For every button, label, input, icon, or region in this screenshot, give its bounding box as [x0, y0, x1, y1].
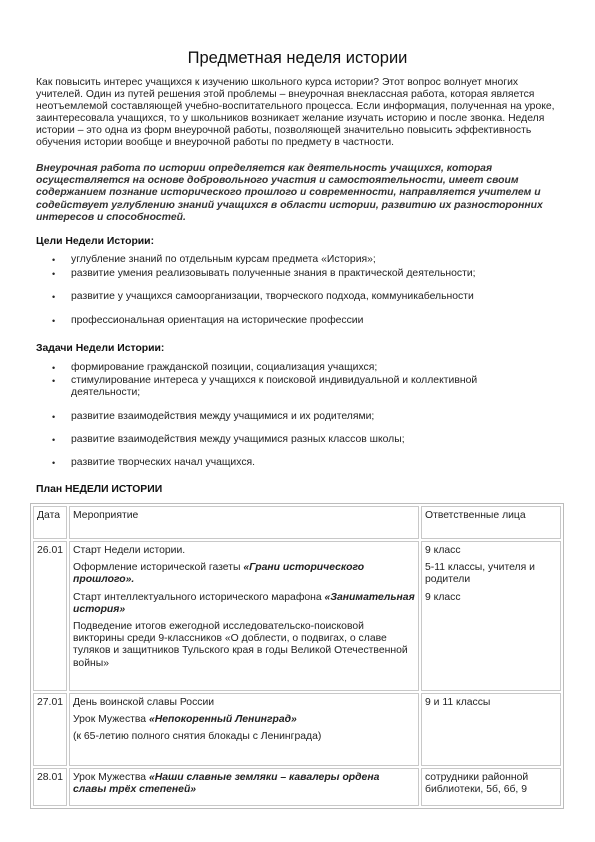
- task-item: • стимулирование интереса у учащихся к поисковой индивидуальной и коллективной деятельности;: [52, 375, 478, 399]
- row-responsible: [421, 541, 561, 691]
- row-events: [69, 693, 419, 766]
- row-events: [69, 768, 419, 806]
- table-row: [33, 693, 561, 766]
- row-responsible: [421, 693, 561, 766]
- bullet-icon: •: [52, 363, 56, 373]
- lead-paragraph: Внеурочная работа по истории определяется как деятельность учащихся, которая осуществляется на основе добровольного участия и самостоятельности, имеет своим содержанием познание исторического прошлого и современности, направляется учителем и содействует углублению знаний учащихся в области истории, развитию их разносторонних интересов и способностей.: [36, 163, 543, 223]
- header-date: Дата: [33, 506, 67, 539]
- goal-item: • углубление знаний по отдельным курсам предмета «История»;: [52, 254, 376, 265]
- row-date: 27.01: [33, 693, 67, 766]
- table-row: [33, 768, 561, 806]
- responsible-text: 9 класс: [425, 545, 461, 556]
- responsible-text: 9 класс: [425, 591, 461, 603]
- tasks-heading: Задачи Недели Истории:: [36, 343, 165, 354]
- task-item: • формирование гражданской позиции, социализация учащихся;: [52, 362, 378, 373]
- responsible-text: 5-11 классы, учителя и родители: [425, 562, 535, 586]
- event-text: Старт Недели истории.: [73, 545, 186, 556]
- bullet-icon: •: [52, 316, 56, 326]
- task-item: • развитие взаимодействия между учащимися и их родителями;: [52, 411, 375, 422]
- page-title: Предметная неделя истории: [187, 49, 408, 67]
- header-event: Мероприятие: [69, 506, 419, 539]
- bullet-icon: •: [52, 292, 56, 302]
- event-text: (к 65-летию полного снятия блокады с Ленинграда): [73, 731, 322, 743]
- event-text: Оформление исторической газеты «Грани исторического прошлого».: [73, 562, 365, 586]
- intro-paragraph: Как повысить интерес учащихся к изучению школьного курса истории? Этот вопрос волнует многих учителей. Один из путей решения этой проблемы – внеурочная внеклассная работа, которая является неотъемлемой составляющей учебно-воспитательного процесса. Если информация, полученная на уроке, заинтересовала учащихся, то у школьников возникает желание изучать историю и после звонка. Неделя истории – это одна из форм внеурочной работы, позволяющей значительно повысить эффективность обучения истории вообще и внеурочной работы по предмету в частности.: [36, 77, 555, 149]
- responsible-text: сотрудники районной библиотеки, 5б, 6б, 9: [425, 772, 529, 796]
- responsible-text: 9 и 11 классы: [425, 697, 491, 708]
- row-events: [69, 541, 419, 691]
- event-text: Подведение итогов ежегодной исследовательско-поисковой викторины среди 9-классников «О доблести, о подвигах, о славе туляков и защитников Тульского края в годы Великой Отечественной войны»: [73, 621, 408, 669]
- goals-heading: Цели Недели Истории:: [36, 236, 155, 247]
- plan-table: [30, 503, 564, 809]
- row-date: 26.01: [33, 541, 67, 691]
- bullet-icon: •: [52, 412, 56, 422]
- bullet-icon: •: [52, 376, 56, 386]
- header-responsible: Ответственные лица: [421, 506, 561, 539]
- table-header-row: [33, 506, 561, 539]
- event-text: Старт интеллектуального исторического марафона «Занимательная история»: [73, 591, 415, 615]
- task-item: • развитие взаимодействия между учащимися разных классов школы;: [52, 434, 405, 445]
- bullet-icon: •: [52, 269, 56, 279]
- task-item: • развитие творческих начал учащихся.: [52, 457, 256, 468]
- row-responsible: [421, 768, 561, 806]
- bullet-icon: •: [52, 435, 56, 445]
- goal-item: • развитие у учащихся самоорганизации, творческого подхода, коммуникабельности: [52, 291, 474, 302]
- event-text: Урок Мужества «Наши славные земляки – кавалеры ордена славы трёх степеней»: [73, 772, 380, 796]
- bullet-icon: •: [52, 255, 56, 265]
- goal-item: • профессиональная ориентация на исторические профессии: [52, 315, 364, 326]
- event-text: Урок Мужества «Непокоренный Ленинград»: [73, 714, 297, 726]
- plan-heading: План НЕДЕЛИ ИСТОРИИ: [36, 484, 163, 495]
- bullet-icon: •: [52, 458, 56, 468]
- row-date: 28.01: [33, 768, 67, 806]
- event-text: День воинской славы России: [73, 697, 215, 708]
- goal-item: • развитие умения реализовывать полученные знания в практической деятельности;: [52, 268, 476, 279]
- table-row: [33, 541, 561, 691]
